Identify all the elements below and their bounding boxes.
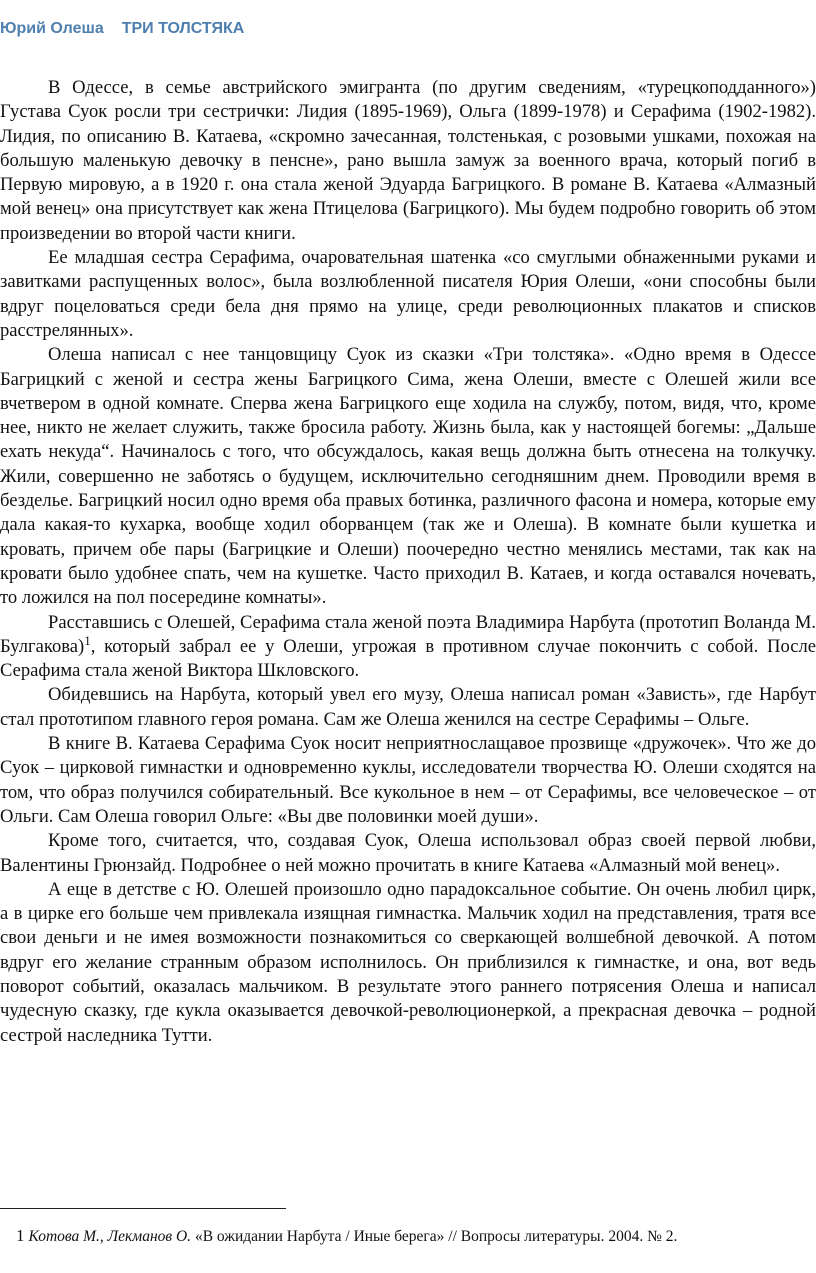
footnote: [16, 1226, 806, 1247]
paragraph-circus-childhood: А еще в детстве с Ю. Олешей произошло одно парадоксальное событие. Он очень любил цирк, а в цирке его больше чем привлекала изящная гимнастка. Мальчик ходил на представления, тратя все свои деньги и не имея возможности познакомиться со сверкающей волшебной девочкой. А потом вдруг его желание странным образом исполнилось. Он приблизился к гимнастке, и она, вот ведь поворот событий, оказалась мальчиком. В результате этого раннего потрясения Олеша и написал чудесную сказку, где кукла оказывается девочкой-революционеркой, а прекрасная девочка – родной сестрой наследника Тутти.: [0, 878, 816, 1046]
paragraph-three-fat-men: Олеша написал с нее танцовщицу Суок из сказки «Три толстяка». «Одно время в Одессе Багрицкий с женой и сестра жены Багрицкого Сима, жена Олеши, вместе с Олешей жили все вчетвером в одной комнате. Сперва жена Багрицкого еще ходила на службу, потом, видя, что, кроме нее, никто не желает служить, также бросила работу. Жизнь была, как у настоящей богемы: „Дальше ехать некуда“. Начиналось с того, что обсуждалось, какая вещь должна быть отнесена на толкучку. Жили, совершенно не заботясь о будущем, исключительно сегодняшним днем. Проводили время в безделье. Багрицкий носил одно время оба правых ботинка, различного фасона и номера, которые ему дала какая-то кухарка, вообще ходил оборванцем (так же и Олеша). В комнате были кушетка и кровать, причем обе пары (Багрицкие и Олеши) поочередно честно менялись местами, так как на кровати было удобнее спать, чем на кушетке. Часто приходил В. Катаев, и когда оставался ночевать, то ложился на пол посередине комнаты».: [0, 344, 816, 609]
footnote-mark: 1: [16, 1226, 25, 1245]
article-body: [0, 76, 816, 1048]
footnote-separator: [0, 1208, 286, 1209]
paragraph-serafima: Ее младшая сестра Серафима, очаровательная шатенка «со смуглыми обнаженными руками и завитками распущенных волос», была возлюбленной писателя Юрия Олеши, «они способны были вдруг поцеловаться среди бела дня прямо на улице, среди революционных плакатов и списков расстрелянных».: [0, 247, 816, 341]
footnote-text: «В ожидании Нарбута / Иные берега» // Вопросы литературы. 2004. № 2.: [191, 1228, 678, 1245]
footnote-reference[interactable]: 1: [84, 632, 91, 648]
header-author: Юрий Олеша: [0, 20, 104, 37]
paragraph-envy: Обидевшись на Нарбута, который увел его музу, Олеша написал роман «Зависть», где Нарбут стал прототипом главного героя романа. Сам же Олеша женился на сестре Серафимы – Ольге.: [0, 684, 816, 730]
paragraph-narbut: [0, 611, 816, 684]
paragraph-kataev-nickname: В книге В. Катаева Серафима Суок носит неприятнослащавое прозвище «дружочек». Что же до Суок – цирковой гимнастки и одновременно куклы, исследователи творчества Ю. Олеши сходятся на том, что образ получился собирательный. Все кукольное в нем – от Серафимы, все человеческое – от Ольги. Сам Олеша говорил Ольге: «Вы две половинки моей души».: [0, 733, 816, 827]
paragraph-narbut-text-before: Расставшись с Олешей, Серафима стала женой поэта Владимира Нарбута (прототип Воланда М. Булгакова): [0, 611, 816, 657]
paragraph-suok-sisters: В Одессе, в семье австрийского эмигранта (по другим сведениям, «турецкоподданного») Густава Суок росли три сестрички: Лидия (1895-1969), Ольга (1899-1978) и Серафима (1902-1982). Лидия, по описанию В. Катаева, «скромно зачесанная, толстенькая, с розовыми ушками, похожая на большую маленькую девочку в пенсне», рано вышла замуж за военного врача, который погиб в Первую мировую, а в 1920 г. она стала женой Эдуарда Багрицкого. В романе В. Катаева «Алмазный мой венец» она присутствует как жена Птицелова (Багрицкого). Мы будем подробно говорить об этом произведении во второй части книги.: [0, 77, 816, 244]
paragraph-first-love: Кроме того, считается, что, создавая Суок, Олеша использовал образ своей первой любви, Валентины Грюнзайд. Подробнее о ней можно прочитать в книге Катаева «Алмазный мой венец».: [0, 830, 816, 876]
header-title: ТРИ ТОЛСТЯКА: [121, 20, 245, 37]
paragraph-narbut-text-after: , который забрал ее у Олеши, угрожая в противном случае покончить с собой. После Серафима стала женой Виктора Шкловского.: [0, 635, 816, 682]
running-header: [0, 16, 816, 42]
footnote-authors: Котова М., Лекманов О.: [28, 1228, 192, 1245]
